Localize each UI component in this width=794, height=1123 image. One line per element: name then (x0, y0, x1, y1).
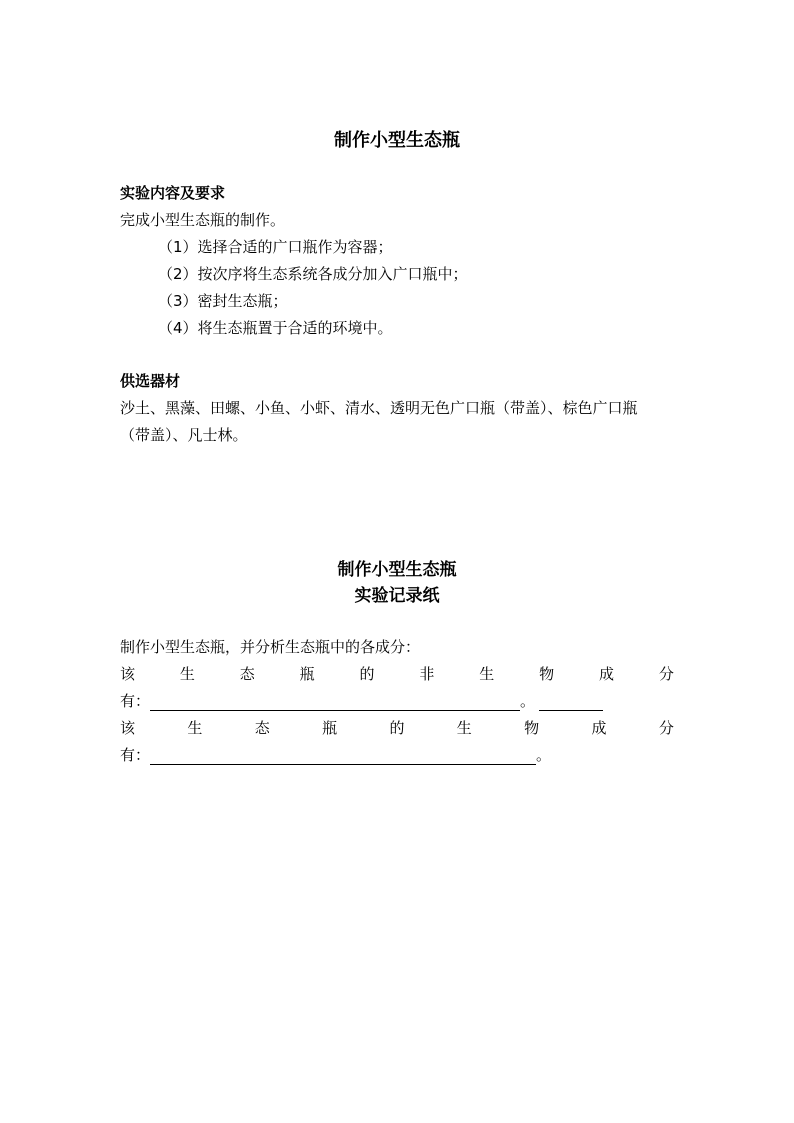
q2-spread-line (120, 717, 674, 738)
q1-char: 生 (479, 665, 495, 683)
q2-answer-blank[interactable] (150, 748, 536, 765)
main-title: 制作小型生态瓶 (334, 130, 460, 151)
q1-suffix: 。 (520, 692, 536, 710)
q2-char: 瓶 (322, 719, 338, 737)
materials-line-2: （带盖）、凡士林。 (120, 426, 248, 444)
q2-char: 成 (591, 719, 607, 737)
q2-char: 物 (524, 719, 540, 737)
content-heading: 实验内容及要求 (120, 184, 226, 202)
record-subtitle: 实验记录纸 (354, 586, 440, 606)
q2-char: 该 (120, 719, 136, 737)
q1-spread-line (120, 663, 674, 684)
q1-char: 生 (179, 665, 195, 683)
q2-suffix: 。 (536, 746, 552, 764)
q2-char: 生 (456, 719, 472, 737)
materials-line-1: 沙土、黑藻、田螺、小鱼、小虾、清水、透明无色广口瓶（带盖）、棕色广口瓶 (120, 399, 638, 417)
q2-char: 的 (389, 719, 405, 737)
q2-char: 态 (254, 719, 270, 737)
q1-char: 非 (419, 665, 435, 683)
step-2: （2）按次序将生态系统各成分加入广口瓶中； (158, 265, 468, 283)
q1-answer-line (120, 690, 603, 711)
q1-prefix: 有： (120, 692, 151, 710)
step-4: （4）将生态瓶置于合适的环境中。 (158, 319, 393, 337)
q2-char: 生 (187, 719, 203, 737)
q1-extra-blank[interactable] (539, 694, 603, 711)
intro-text: 完成小型生态瓶的制作。 (120, 211, 286, 229)
q1-char: 的 (359, 665, 375, 683)
q1-char: 该 (120, 665, 136, 683)
q1-char: 分 (658, 665, 674, 683)
q2-char: 分 (658, 719, 674, 737)
step-1: （1）选择合适的广口瓶作为容器； (158, 238, 393, 256)
q1-char: 瓶 (299, 665, 315, 683)
materials-heading: 供选器材 (120, 372, 181, 390)
q2-prefix: 有： (120, 746, 151, 764)
q2-answer-line (120, 744, 551, 765)
q1-char: 态 (239, 665, 255, 683)
step-3: （3）密封生态瓶； (158, 292, 288, 310)
q1-char: 物 (539, 665, 555, 683)
record-instruction: 制作小型生态瓶，并分析生态瓶中的各成分： (120, 638, 421, 656)
q1-char: 成 (599, 665, 615, 683)
record-title: 制作小型生态瓶 (337, 560, 457, 580)
q1-answer-blank[interactable] (150, 694, 520, 711)
